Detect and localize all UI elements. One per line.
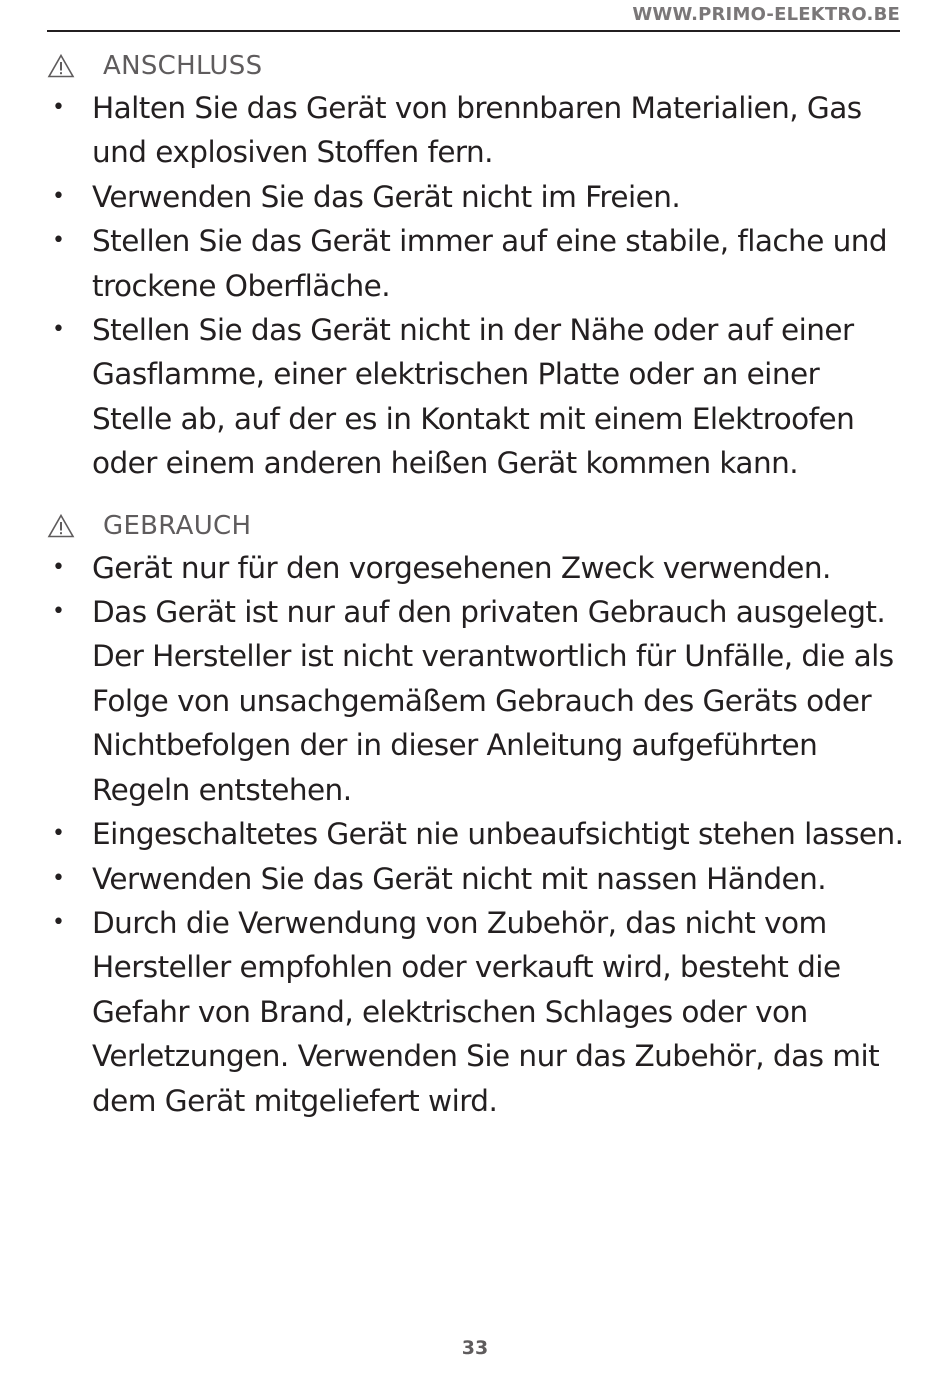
list-item [47,175,905,219]
bullet-icon: • [52,865,65,891]
list-item-text: Stellen Sie das Gerät immer auf eine stabile, flache und trockene Oberfläche. [92,224,888,303]
section-heading [47,46,905,86]
list-item-text: Eingeschaltetes Gerät nie unbeaufsichtigt stehen lassen. [92,817,904,852]
list-item-text: Stellen Sie das Gerät nicht in der Nähe oder auf einer Gasflamme, einer elektrischen Platte oder an einer Stelle ab, auf der es in Kontakt mit einem Elektroofen oder einem anderen heißen Gerät kommen kann. [92,313,855,481]
website-url: WWW.PRIMO-ELEKTRO.BE [632,4,900,25]
section-heading-text: ANSCHLUSS [103,51,263,81]
section-heading-text: GEBRAUCH [103,510,252,541]
bullet-list [47,546,905,1123]
list-item [47,812,905,856]
bullet-icon: • [52,228,65,254]
bullet-icon: • [52,95,65,120]
list-item [47,590,905,812]
bullet-icon: • [52,554,65,580]
bullet-icon: • [52,821,65,847]
list-item-text: Verwenden Sie das Gerät nicht im Freien. [92,179,681,214]
list-item-text: Durch die Verwendung von Zubehör, das nicht vom Hersteller empfohlen oder verkauft wird, besteht die Gefahr von Brand, elektrischen Schlages oder von Verletzungen. Verwenden Sie nur das Zubehör, das mit dem Gerät mitgeliefert wird. [92,905,880,1118]
warning-triangle-icon [47,53,75,79]
list-item [47,901,905,1123]
list-item-text: Das Gerät ist nur auf den privaten Gebrauch ausgelegt. Der Hersteller ist nicht verantwortlich für Unfälle, die als Folge von unsachgemäßem Gebrauch des Geräts oder Nichtbefolgen der in dieser Anleitung aufgeführten Regeln entstehen. [92,595,894,807]
document-body [47,46,905,1123]
bullet-list [47,86,905,486]
list-item [47,857,905,901]
section-heading [47,506,905,546]
list-item [47,219,905,308]
section-gebrauch [47,506,905,1123]
list-item [47,546,905,590]
list-item-text: Verwenden Sie das Gerät nicht mit nassen Händen. [92,861,827,896]
page-number: 33 [461,1337,489,1359]
list-item [47,308,905,486]
list-item-text: Halten Sie das Gerät von brennbaren Materialien, Gas und explosiven Stoffen fern. [92,91,862,170]
section-anschluss [47,46,905,486]
list-item [47,86,905,175]
page-header [47,0,900,32]
bullet-icon: • [52,183,65,209]
bullet-icon: • [52,599,65,625]
list-item-text: Gerät nur für den vorgesehenen Zweck verwenden. [92,550,831,585]
warning-triangle-icon [47,513,75,539]
bullet-icon: • [52,317,65,343]
bullet-icon: • [52,909,65,935]
